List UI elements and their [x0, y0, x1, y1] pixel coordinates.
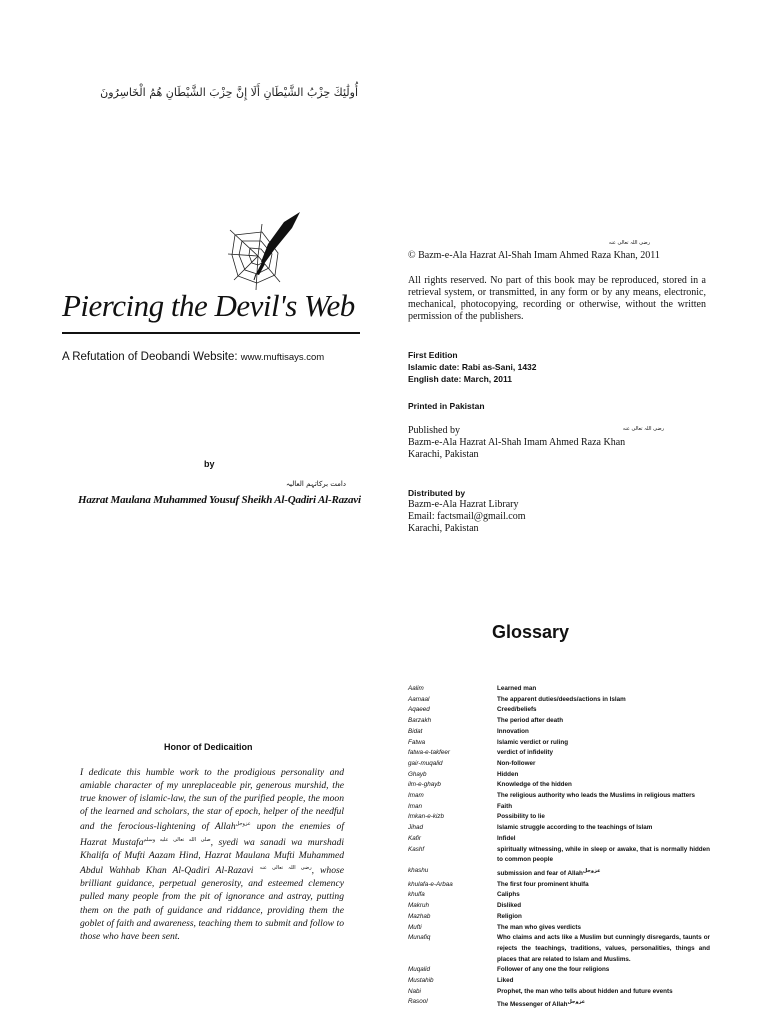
glossary-definition	[497, 845, 710, 866]
glossary-definition-text: verdict of infidelity	[497, 749, 553, 757]
distributor-city: Karachi, Pakistan	[408, 523, 479, 534]
glossary-definition	[497, 684, 710, 695]
website-link: www.muftisays.com	[240, 352, 325, 363]
glossary-row	[408, 965, 710, 976]
glossary-definition-text: Prophet, the man who tells about hidden and future events	[497, 987, 673, 995]
distributor-name: Bazm-e-Ala Hazrat Library	[408, 499, 519, 510]
glossary-definition	[497, 738, 710, 749]
glossary-term: Kafir	[408, 834, 421, 842]
glossary-term: Aamaal	[408, 695, 430, 703]
glossary-definition	[497, 716, 710, 727]
glossary-row	[408, 695, 710, 706]
glossary-definition-text: Possibility to lie	[497, 813, 545, 821]
glossary-row	[408, 791, 710, 802]
glossary-definition-text: Religion	[497, 912, 522, 920]
glossary-definition-text: The first four prominent khulfa	[497, 880, 589, 888]
glossary-definition-text: Hidden	[497, 770, 519, 778]
glossary-term: Nabi	[408, 987, 421, 995]
glossary-definition-text: Who claims and acts like a Muslim but cunningly disregards, taunts or rejects the teachings, traditions, values, personalities, things and places that are related to Islam and Muslims.	[497, 934, 710, 963]
glossary-definition	[497, 780, 710, 791]
glossary-term: gair-muqalid	[408, 759, 443, 767]
glossary-row	[408, 912, 710, 923]
glossary-term: ilm-e-ghayb	[408, 781, 441, 789]
glossary-term: Aalim	[408, 685, 424, 692]
printed-in: Printed in Pakistan	[408, 401, 485, 411]
glossary-definition	[497, 965, 710, 976]
arabic-verse: أُولَٰئِكَ حِزْبُ الشَّيْطَانِ أَلَا إِنَّ حِزْبَ الشَّيْطَانِ هُمُ الْخَاسِرُونَ	[100, 86, 358, 99]
glossary-definition	[497, 923, 710, 934]
glossary-term: Fatwa	[408, 738, 426, 746]
glossary-term: Rasool	[408, 998, 428, 1006]
glossary-definition	[497, 770, 710, 781]
glossary-row	[408, 759, 710, 770]
subtitle-text: A Refutation of Deobandi Website:	[62, 351, 241, 363]
glossary-definition-text: Islamic verdict or ruling	[497, 738, 569, 746]
publisher-block	[408, 425, 708, 461]
dedication-title: Honor of Dedicaition	[164, 742, 253, 752]
glossary-row	[408, 716, 710, 727]
honorific-superscript: عزوجل	[235, 821, 251, 828]
glossary-definition	[497, 802, 710, 813]
glossary-definition-text: Creed/beliefs	[497, 706, 537, 714]
subtitle	[62, 351, 362, 363]
glossary-term: Mufti	[408, 923, 422, 931]
glossary-definition-text: Non-follower	[497, 759, 536, 767]
glossary-definition-text: Follower of any one the four religions	[497, 966, 610, 974]
glossary-definition	[497, 748, 710, 759]
glossary-term: Kashf	[408, 845, 425, 853]
glossary-definition	[497, 695, 710, 706]
glossary-definition-text: The period after death	[497, 717, 564, 725]
glossary-row	[408, 880, 710, 891]
publisher-name: Bazm-e-Ala Hazrat Al-Shah Imam Ahmed Raza Khan	[408, 437, 626, 448]
glossary-term: khulafa-e-Arbaa	[408, 880, 453, 888]
glossary-row	[408, 802, 710, 813]
glossary-definition-text: submission and fear of Allah	[497, 870, 583, 878]
glossary-term: Mustahib	[408, 977, 434, 985]
title-divider	[62, 332, 360, 334]
glossary-definition-text: Innovation	[497, 727, 529, 735]
dedication-text	[80, 766, 344, 943]
glossary-row	[408, 748, 710, 759]
glossary-row	[408, 866, 710, 880]
glossary-definition	[497, 901, 710, 912]
glossary-title: Glossary	[492, 622, 570, 642]
glossary-definition-text: The apparent duties/deeds/actions in Islam	[497, 695, 626, 703]
glossary-term: Imam	[408, 792, 424, 800]
glossary-definition-text: Learned man	[497, 685, 537, 692]
dedication-part: I dedicate this humble work to the prodigious personality and amiable character of my unreplaceable pir, generous murshid, the true knower of islamic-law, the sun of the purified people, the moon of the learned and scholars, the star of epoch, helper of the needful and the ferocious-lightening of Allah	[80, 767, 344, 833]
glossary-definition-text: Knowledge of the hidden	[497, 781, 572, 789]
glossary-definition	[497, 759, 710, 770]
glossary-term: Iman	[408, 802, 422, 810]
glossary-definition	[497, 705, 710, 716]
distributor-email: Email: factsmail@gmail.com	[408, 511, 526, 522]
edition-info	[408, 349, 708, 385]
honorific-superscript: صلى الله تعالى عليه وسلم	[143, 836, 211, 843]
glossary-row	[408, 987, 710, 998]
islamic-date: Islamic date: Rabi as-Sani, 1432	[408, 362, 537, 372]
glossary-definition	[497, 880, 710, 891]
glossary-definition-text: The man who gives verdicts	[497, 923, 581, 931]
book-title: Piercing the Devil's Web	[62, 288, 355, 323]
distributor-block	[408, 487, 708, 535]
copyright-line: © Bazm-e-Ala Hazrat Al-Shah Imam Ahmed Raza Khan, 2011	[408, 250, 660, 261]
glossary-term: Jihad	[408, 824, 424, 832]
glossary-term: Bidat	[408, 727, 423, 735]
glossary-row	[408, 780, 710, 791]
glossary-term: Munafiq	[408, 934, 431, 942]
glossary-definition	[497, 866, 710, 880]
glossary-definition	[497, 791, 710, 802]
glossary-row	[408, 933, 710, 965]
author-name: Hazrat Maulana Muhammed Yousuf Sheikh Al-Qadiri Al-Razavi	[78, 494, 361, 506]
glossary-term: Muqalid	[408, 966, 431, 974]
glossary-row	[408, 705, 710, 716]
dedication-part: upon the enemies of Hazrat Mustafa	[80, 821, 344, 848]
dedication-part: , whose brilliant guidance, perpetual generosity, and esteemed clemency pulled many people from the pit of ignorance and astray, putting them on the path of guidance and riddance, providing them the goblet of faith and awareness, teaching them to submit and follow to those who have been sent.	[80, 865, 344, 942]
glossary-term: Mazhab	[408, 912, 431, 920]
quill-web-logo-icon	[228, 210, 302, 292]
honorific-superscript: عزوجل	[582, 867, 601, 874]
glossary-table	[408, 684, 710, 1011]
glossary-definition	[497, 727, 710, 738]
glossary-term: Aqaeed	[408, 706, 430, 714]
dedication-part: , syedi wa sanadi wa murshadi Khalifa of Mufti Aazam Hind, Hazrat Maulana Mufti Muhammed Abdul Wahhab Khan Al-Qadiri Al-Razavi	[80, 836, 345, 877]
distributed-by-label: Distributed by	[408, 488, 466, 498]
glossary-definition	[497, 812, 710, 823]
publisher-honorific: رضی اللہ تعالی عنہ	[622, 426, 664, 432]
glossary-definition	[497, 997, 710, 1011]
glossary-row	[408, 812, 710, 823]
glossary-row	[408, 727, 710, 738]
glossary-row	[408, 770, 710, 781]
glossary-row	[408, 890, 710, 901]
glossary-term: fatwa-e-takfeer	[408, 749, 450, 757]
glossary-definition-text: Infidel	[497, 834, 516, 842]
glossary-definition-text: The religious authority who leads the Muslims in religious matters	[497, 792, 696, 800]
glossary-term: khashu	[408, 866, 429, 874]
honorific-superscript: عزوجل	[567, 999, 586, 1006]
glossary-row	[408, 923, 710, 934]
glossary-definition	[497, 912, 710, 923]
glossary-term: Imkan-e-kizb	[408, 813, 445, 821]
glossary-definition	[497, 976, 710, 987]
glossary-definition	[497, 823, 710, 834]
glossary-row	[408, 684, 710, 695]
edition-label: First Edition	[408, 350, 458, 360]
published-by-label: Published by	[408, 425, 460, 436]
honorific-superscript: رضی اللہ تعالی عنہ	[259, 865, 312, 872]
glossary-definition-text: Liked	[497, 977, 514, 985]
english-date: English date: March, 2011	[408, 374, 512, 384]
glossary-term: khulfa	[408, 891, 425, 899]
glossary-definition-text: Caliphs	[497, 891, 520, 899]
glossary-row	[408, 845, 710, 866]
by-label: by	[204, 459, 215, 469]
glossary-row	[408, 823, 710, 834]
rights-notice: All rights reserved. No part of this book may be reproduced, stored in a retrieval system, or transmitted, in any form or by any means, electronic, mechanical, photocopying, recording or otherwise, without the written permission of the publishers.	[408, 275, 706, 322]
glossary-definition-text: Islamic struggle according to the teachings of Islam	[497, 824, 653, 832]
glossary-row	[408, 901, 710, 912]
glossary-definition-text: spiritually witnessing, while in sleep or awake, that is normally hidden to common people	[497, 845, 710, 864]
glossary-definition-text: Disliked	[497, 902, 522, 910]
copyright-honorific: رضی اللہ تعالی عنہ	[608, 240, 650, 246]
glossary-row	[408, 834, 710, 845]
glossary-definition	[497, 834, 710, 845]
glossary-definition	[497, 987, 710, 998]
glossary-definition	[497, 933, 710, 965]
glossary-term: Barzakh	[408, 717, 432, 725]
glossary-definition-text: The Messenger of Allah	[497, 1001, 568, 1009]
glossary-definition	[497, 890, 710, 901]
glossary-row	[408, 738, 710, 749]
glossary-term: Makruh	[408, 902, 429, 910]
author-honorific: دامت برکاتہم العالیہ	[285, 480, 346, 488]
publisher-city: Karachi, Pakistan	[408, 449, 479, 460]
glossary-term: Ghayb	[408, 770, 427, 778]
glossary-definition-text: Faith	[497, 802, 513, 810]
glossary-row	[408, 997, 710, 1011]
glossary-row	[408, 976, 710, 987]
